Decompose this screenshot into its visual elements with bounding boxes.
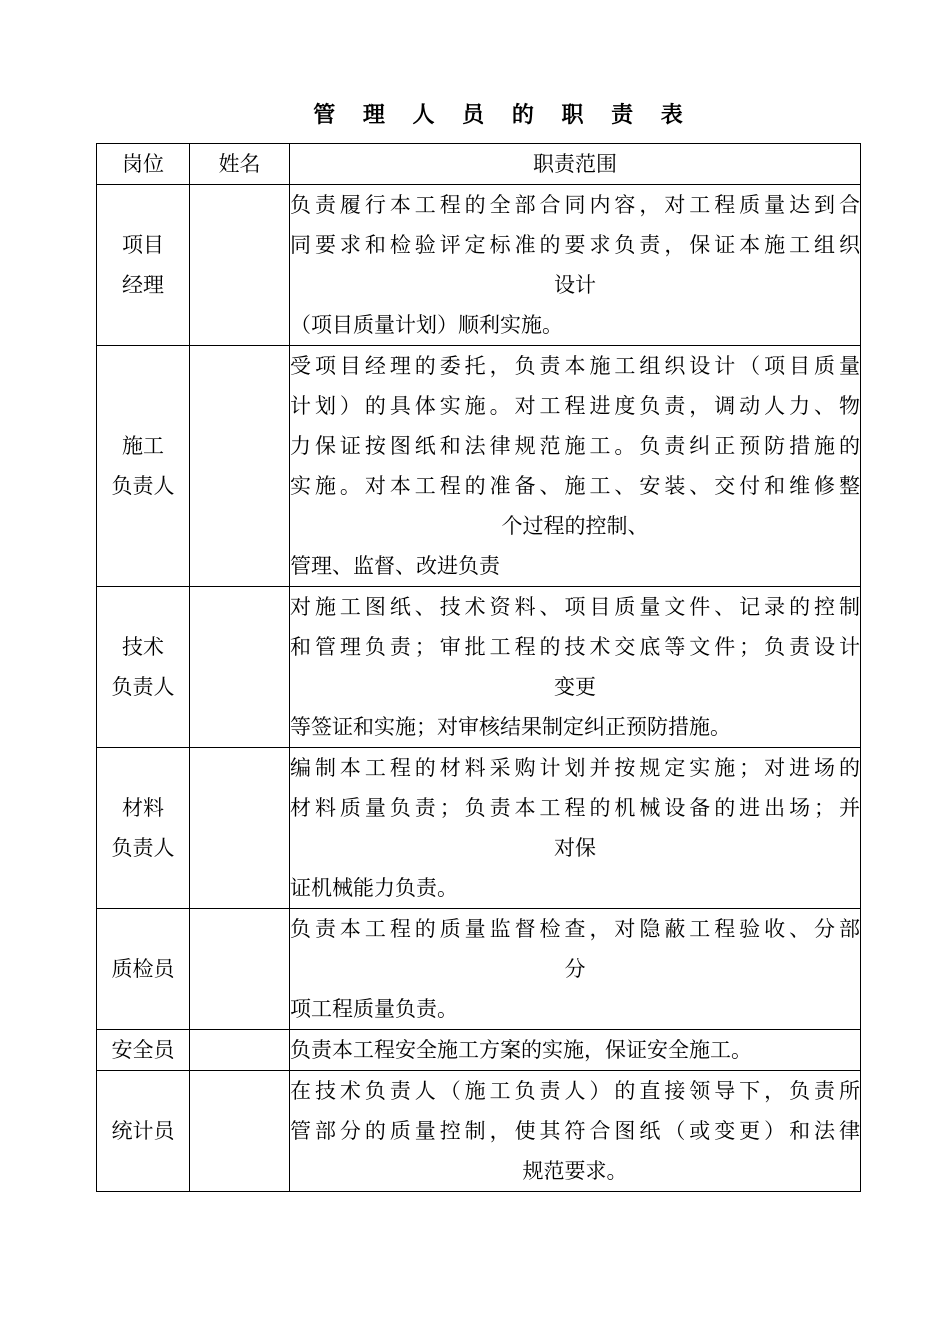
duty-line: 计划）的具体实施。对工程进度负责，调动人力、物 bbox=[290, 394, 860, 418]
duty-line: 负责履行本工程的全部合同内容，对工程质量达到合 bbox=[290, 193, 860, 217]
duty-line: （项目质量计划）顺利实施。 bbox=[290, 313, 563, 337]
duty-line: 受项目经理的委托，负责本施工组织设计（项目质量 bbox=[290, 354, 860, 378]
position-label: 经理 bbox=[122, 273, 164, 297]
table-row bbox=[97, 346, 861, 587]
duty-line: 负责本工程安全施工方案的实施，保证安全施工。 bbox=[290, 1038, 752, 1062]
page-title: 管 理 人 员 的 职 责 表 bbox=[313, 103, 693, 128]
duty-line: 变更 bbox=[554, 675, 596, 699]
duty-description-cell bbox=[290, 1071, 861, 1192]
position-label: 安全员 bbox=[111, 1038, 175, 1062]
name-cell bbox=[190, 587, 290, 748]
table-row bbox=[97, 185, 861, 346]
duty-line: 对施工图纸、技术资料、项目质量文件、记录的控制 bbox=[290, 595, 860, 619]
position-label: 负责人 bbox=[111, 675, 175, 699]
duty-line: 同要求和检验评定标准的要求负责，保证本施工组织 bbox=[290, 233, 860, 257]
duty-description-cell bbox=[290, 346, 861, 587]
table-row bbox=[97, 587, 861, 748]
name-cell bbox=[190, 346, 290, 587]
position-cell bbox=[97, 185, 190, 346]
position-label: 负责人 bbox=[111, 474, 175, 498]
duty-line: 编制本工程的材料采购计划并按规定实施；对进场的 bbox=[290, 756, 860, 780]
duty-line: 力保证按图纸和法律规范施工。负责纠正预防措施的 bbox=[290, 434, 860, 458]
position-label: 技术 bbox=[122, 635, 164, 659]
position-cell bbox=[97, 1071, 190, 1192]
duty-line: 个过程的控制、 bbox=[501, 514, 649, 538]
table-row bbox=[97, 1071, 861, 1192]
duty-line: 对保 bbox=[554, 836, 596, 860]
duty-description-cell bbox=[290, 1030, 861, 1071]
table-row bbox=[97, 1030, 861, 1071]
position-cell bbox=[97, 587, 190, 748]
name-cell bbox=[190, 1071, 290, 1192]
duty-line: 在技术负责人（施工负责人）的直接领导下，负责所 bbox=[290, 1079, 860, 1103]
name-cell bbox=[190, 185, 290, 346]
table-row bbox=[97, 748, 861, 909]
position-label: 材料 bbox=[122, 796, 164, 820]
duty-line: 材料质量负责；负责本工程的机械设备的进出场；并 bbox=[290, 796, 860, 820]
table-header-row bbox=[97, 144, 861, 185]
name-cell bbox=[190, 748, 290, 909]
duty-line: 等签证和实施；对审核结果制定纠正预防措施。 bbox=[290, 715, 731, 739]
name-cell bbox=[190, 1030, 290, 1071]
position-cell bbox=[97, 346, 190, 587]
duty-description-cell bbox=[290, 748, 861, 909]
table-row bbox=[97, 909, 861, 1030]
position-label: 施工 bbox=[122, 434, 164, 458]
position-cell bbox=[97, 1030, 190, 1071]
position-label: 负责人 bbox=[111, 836, 175, 860]
position-label: 统计员 bbox=[111, 1119, 175, 1143]
position-label: 质检员 bbox=[111, 957, 175, 981]
duty-line: 管部分的质量控制，使其符合图纸（或变更）和法律 bbox=[290, 1119, 860, 1143]
position-label: 项目 bbox=[122, 233, 164, 257]
header-name: 姓名 bbox=[190, 144, 290, 185]
duty-description-cell bbox=[290, 185, 861, 346]
duty-line: 项工程质量负责。 bbox=[290, 997, 458, 1021]
header-position: 岗位 bbox=[97, 144, 190, 185]
duty-line: 负责本工程的质量监督检查，对隐蔽工程验收、分部 bbox=[290, 917, 860, 941]
duty-line: 实施。对本工程的准备、施工、安装、交付和维修整 bbox=[290, 474, 860, 498]
duty-description-cell bbox=[290, 587, 861, 748]
duty-line: 规范要求。 bbox=[522, 1159, 628, 1183]
duty-line: 设计 bbox=[554, 273, 596, 297]
duty-line: 证机械能力负责。 bbox=[290, 876, 458, 900]
duty-line: 和管理负责；审批工程的技术交底等文件；负责设计 bbox=[290, 635, 860, 659]
name-cell bbox=[190, 909, 290, 1030]
duty-line: 分 bbox=[564, 957, 586, 981]
header-scope: 职责范围 bbox=[290, 144, 861, 185]
duties-table-body bbox=[97, 144, 861, 1192]
duty-description-cell bbox=[290, 909, 861, 1030]
duty-line: 管理、监督、改进负责 bbox=[290, 554, 500, 578]
position-cell bbox=[97, 748, 190, 909]
position-cell bbox=[97, 909, 190, 1030]
duties-table bbox=[96, 143, 861, 1192]
